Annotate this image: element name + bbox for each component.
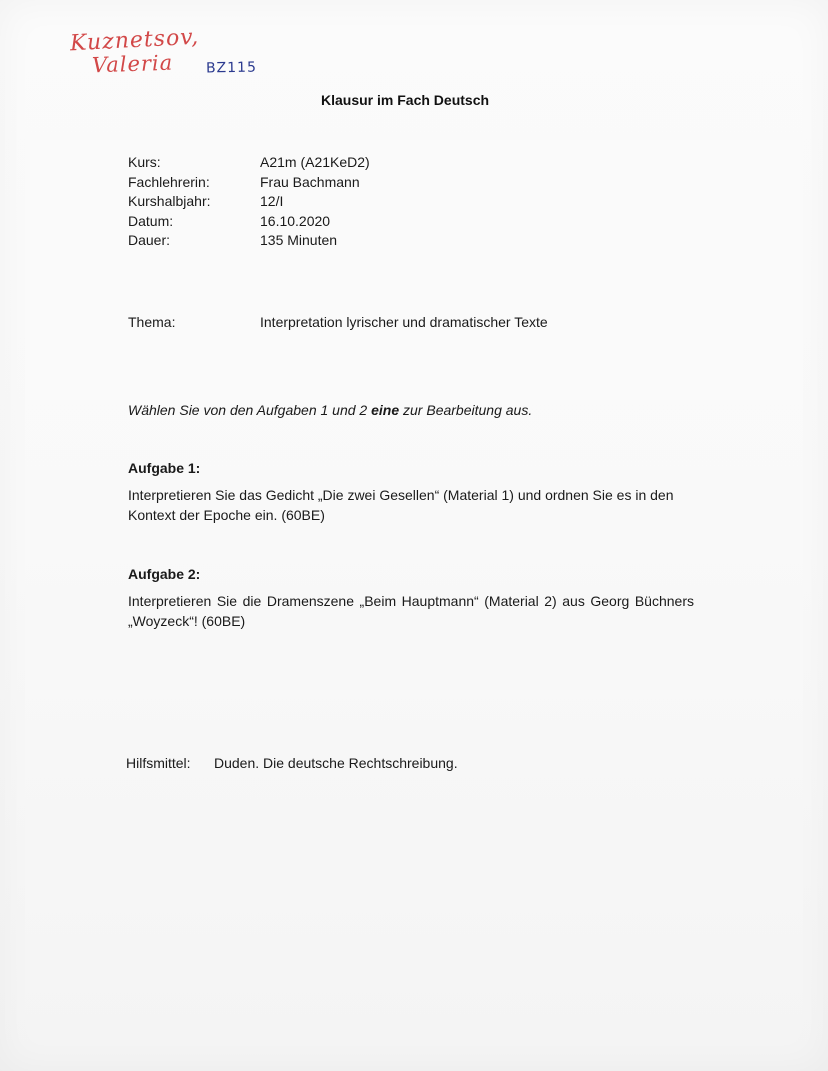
thema-label: Thema: [128,314,176,330]
task-instruction [128,402,532,418]
task-1-heading: Aufgabe 1: [128,460,201,476]
handwritten-code: BZ115 [205,59,258,77]
exam-info-table [128,153,370,251]
info-row-dauer [128,231,370,251]
handwritten-surname: Kuznetsov, [69,24,200,57]
info-label: Fachlehrerin: [128,173,210,190]
instruction-emphasis: eine [371,402,400,418]
info-value: A21m (A21KeD2) [260,154,370,170]
info-label: Dauer: [128,232,171,248]
task-2-heading: Aufgabe 2: [128,566,201,582]
hilfsmittel-label: Hilfsmittel: [126,755,191,771]
info-value: 16.10.2020 [260,212,331,229]
info-label: Kurs: [128,154,161,170]
instruction-text-start: Wählen Sie von den Aufgaben 1 und 2 [128,402,372,418]
info-value: Frau Bachmann [260,173,360,190]
thema-value: Interpretation lyrischer und dramatischer Texte [260,314,548,330]
thema-row [128,314,548,330]
info-value: 12/I [260,193,284,209]
page-title: Klausur im Fach Deutsch [321,92,490,108]
info-value: 135 Minuten [260,232,338,248]
instruction-text-end: zur Bearbeitung aus. [399,402,533,418]
hilfsmittel-row [126,755,458,771]
handwritten-first-name: Valeria [91,50,174,78]
hilfsmittel-value: Duden. Die deutsche Rechtschreibung. [214,755,458,771]
info-row-datum [128,212,370,232]
task-1-text: Interpretieren Sie das Gedicht „Die zwei Gesellen“ (Material 1) und ordnen Sie es in den Kontext der Epoche ein. (60BE) [128,487,674,523]
info-row-kurs [128,153,370,173]
info-row-fachlehrerin [128,173,370,193]
task-2-text: Interpretieren Sie die Dramenszene „Beim Hauptmann“ (Material 2) aus Georg Büchners „Woyzeck“! (60BE) [128,593,694,629]
info-row-kurshalbjahr [128,192,370,212]
info-label: Kurshalbjahr: [128,193,211,209]
info-label: Datum: [128,212,174,229]
